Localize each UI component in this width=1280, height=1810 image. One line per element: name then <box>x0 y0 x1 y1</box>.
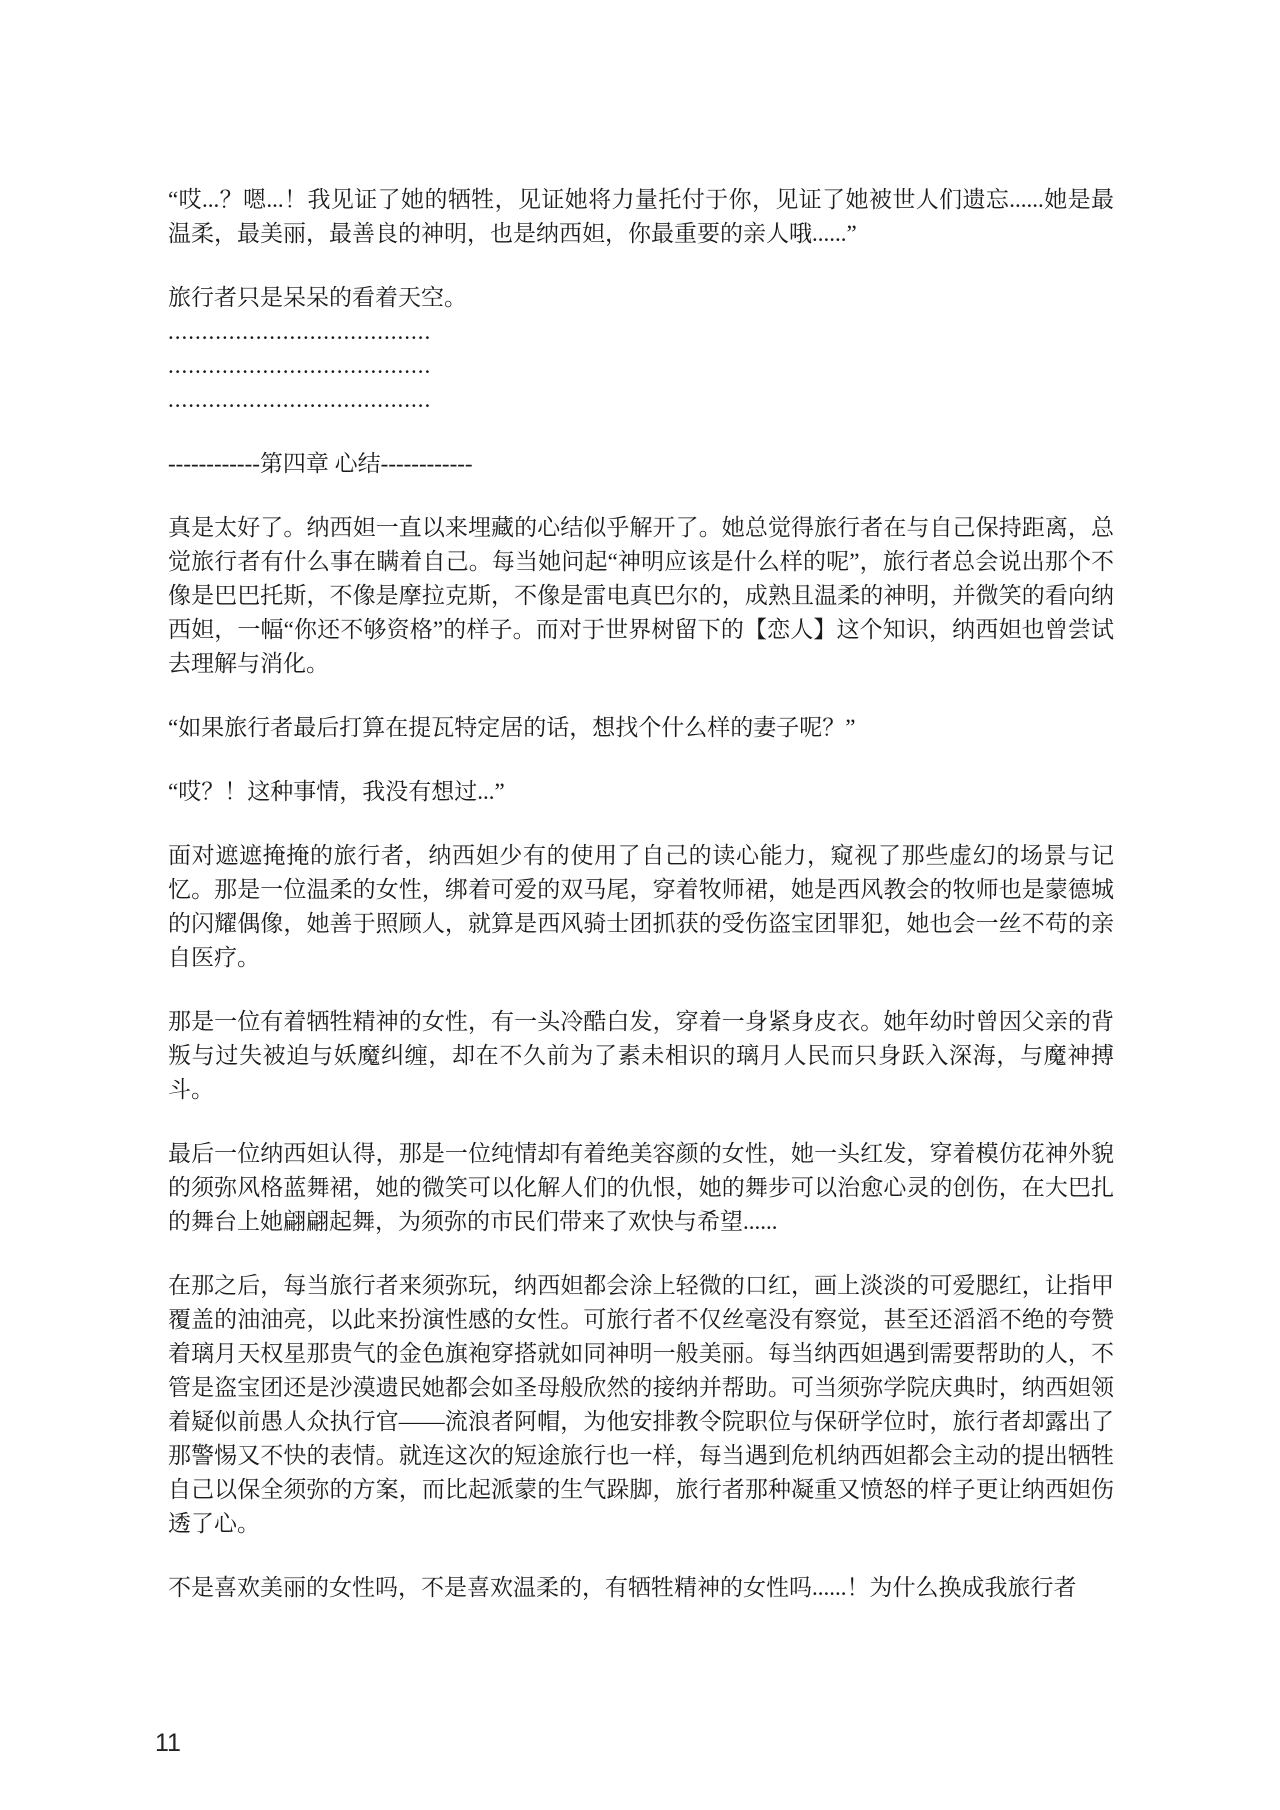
narration-mind-reading: 面对遮遮掩掩的旅行者，纳西妲少有的使用了自己的读心能力，窥视了那些虚幻的场景与记忆。那是一位温柔的女性，绑着可爱的双马尾，穿着牧师裙，她是西风教会的牧师也是蒙德城的闪耀偶像，她善于照顾人，就算是西风骑士团抓获的受伤盗宝团罪犯，她也会一丝不苟的亲自医疗。 <box>168 843 1114 970</box>
dialogue-paragraph-goddess-witness: “哎...？嗯...！我见证了她的牺牲，见证她将力量托付于你，见证了她被世人们遗忘......她是最温柔，最美丽，最善良的神明，也是纳西妲，你最重要的亲人哦......” <box>168 187 1114 246</box>
ellipsis-line-3: ....................................... <box>168 387 432 412</box>
ellipsis-line-2: ....................................... <box>168 353 432 378</box>
ellipsis-line-1: ....................................... <box>168 319 432 344</box>
page-number: 11 <box>155 1729 181 1757</box>
narration-red-hair-dancer: 最后一位纳西妲认得，那是一位纯情却有着绝美容颜的女性，她一头红发，穿着模仿花神外貌的须弥风格蓝舞裙，她的微笑可以化解人们的仇恨，她的舞步可以治愈心灵的创伤，在大巴扎的舞台上她翩翩起舞，为须弥的市民们带来了欢快与希望...... <box>168 1141 1114 1234</box>
dialogue-wife-question: “如果旅行者最后打算在提瓦特定居的话，想找个什么样的妻子呢？” <box>168 715 856 740</box>
chapter-heading: ------------第四章 心结------------ <box>168 451 473 476</box>
dialogue-surprised-reply: “哎？！这种事情，我没有想过...” <box>168 779 505 804</box>
narration-closing-question: 不是喜欢美丽的女性吗，不是喜欢温柔的，有牺牲精神的女性吗......！为什么换成我旅行者 <box>168 1575 1077 1600</box>
narration-knot-resolved: 真是太好了。纳西妲一直以来埋藏的心结似乎解开了。她总觉得旅行者在与自己保持距离，总觉旅行者有什么事在瞒着自己。每当她问起“神明应该是什么样的呢”，旅行者总会说出那个不像是巴巴托斯，不像是摩拉克斯，不像是雷电真巴尔的，成熟且温柔的神明，并微笑的看向纳西妲，一幅“你还不够资格”的样子。而对于世界树留下的【恋人】这个知识，纳西妲也曾尝试去理解与消化。 <box>168 515 1114 676</box>
narration-nahida-efforts: 在那之后，每当旅行者来须弥玩，纳西妲都会涂上轻微的口红，画上淡淡的可爱腮红，让指甲覆盖的油油亮，以此来扮演性感的女性。可旅行者不仅丝毫没有察觉，甚至还滔滔不绝的夸赞着璃月天权星那贵气的金色旗袍穿搭就如同神明一般美丽。每当纳西妲遇到需要帮助的人，不管是盗宝团还是沙漠遗民她都会如圣母般欣然的接纳并帮助。可当须弥学院庆典时，纳西妲领着疑似前愚人众执行官——流浪者阿帽，为他安排教令院职位与保研学位时，旅行者却露出了那警惕又不快的表情。就连这次的短途旅行也一样，每当遇到危机纳西妲都会主动的提出牺牲自己以保全须弥的方案，而比起派蒙的生气跺脚，旅行者那种凝重又愤怒的样子更让纳西妲伤透了心。 <box>168 1273 1114 1536</box>
page-text-block <box>168 183 1114 1635</box>
narration-white-hair-woman: 那是一位有着牺牲精神的女性，有一头冷酷白发，穿着一身紧身皮衣。她年幼时曾因父亲的背叛与过失被迫与妖魔纠缠，却在不久前为了素未相识的璃月人民而只身跃入深海，与魔神搏斗。 <box>168 1009 1114 1102</box>
narration-traveler-sky: 旅行者只是呆呆的看着天空。 <box>168 285 467 310</box>
